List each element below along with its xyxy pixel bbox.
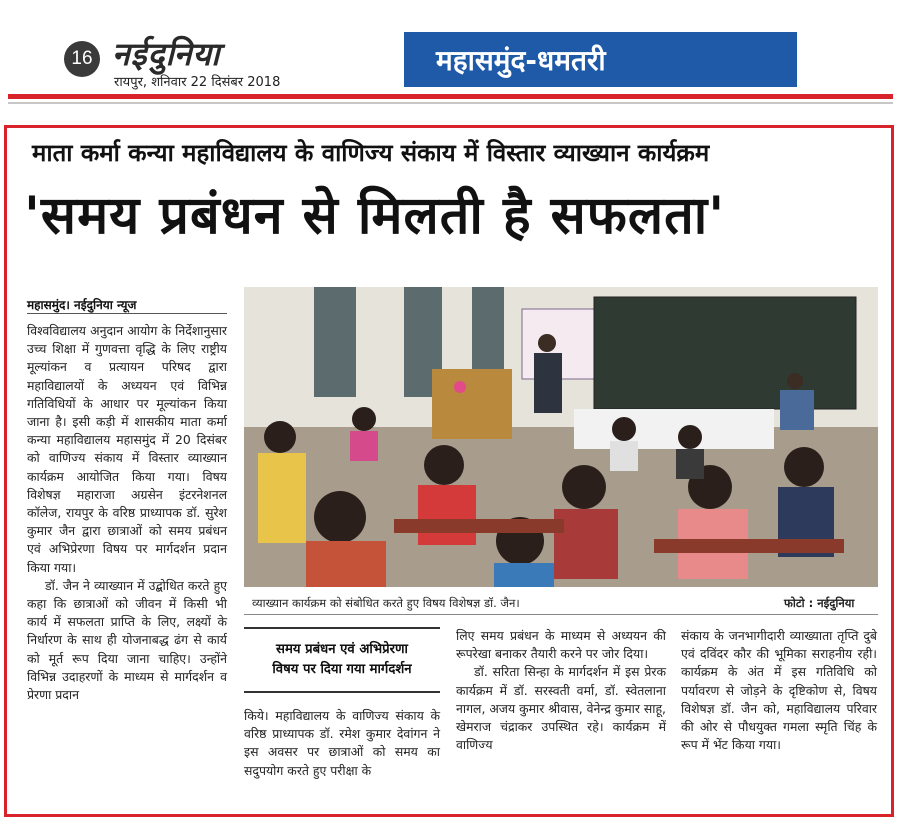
masthead-rule-thin (8, 102, 893, 104)
masthead (0, 0, 901, 100)
photo-caption: व्याख्यान कार्यक्रम को संबोधित करते हुए विषय विशेषज्ञ डॉ. जैन। (252, 596, 520, 610)
section-banner (404, 32, 797, 87)
photo-credit: फोटो : नईदुनिया (784, 596, 855, 610)
classroom-photo-illustration (244, 287, 878, 587)
dateline: रायपुर, शनिवार 22 दिसंबर 2018 (114, 75, 281, 90)
article-headline: 'समय प्रबंधन से मिलती है सफलता' (24, 186, 726, 246)
masthead-rule (8, 94, 893, 99)
byline-divider (27, 313, 227, 314)
article-kicker: माता कर्मा कन्या महाविद्यालय के वाणिज्य संकाय में विस्तार व्याख्यान कार्यक्रम (32, 139, 710, 167)
subheading-line: समय प्रबंधन एवं अभिप्रेरणा (276, 642, 408, 657)
article-column-1 (27, 322, 227, 704)
article-column-4 (681, 627, 877, 754)
paragraph: डॉ. सरिता सिन्हा के मार्गदर्शन में इस प्रेरक कार्यक्रम में डॉ. सरस्वती वर्मा, डॉ. स्वेतलाना नागल, अजय कुमार श्रीवास, वेनेन्द्र कुमार साहू, खेमराज चंद्राकर उपस्थित रहे। कार्यक्रम में वाणिज्य (456, 664, 666, 753)
byline: महासमुंद। नईदुनिया न्यूज (27, 298, 137, 312)
section-title: महासमुंद-धमतरी (436, 43, 606, 77)
paragraph: डॉ. जैन ने व्याख्यान में उद्बोधित करते हुए कहा कि छात्राओं को जीवन में किसी भी कार्य में सफलता प्राप्ति के लिए, लक्ष्यों के निर्धारण के साथ ही योजनाबद्ध ढंग से कार्य को मूर्त रूप दिया जाना चाहिए। उन्होंने विभिन्न उदाहरणों के माध्यम से मार्गदर्शन व प्रेरणा प्रदान (27, 577, 227, 703)
subheading-box (244, 627, 440, 693)
paragraph: संकाय के जनभागीदारी व्याख्याता तृप्ति दुबे एवं दविंदर कौर की भूमिका सराहनीय रही। कार्यक्रम के अंत में इस गतिविधि को पर्यावरण से जोड़ने के दृष्टिकोण से, विषय विशेषज्ञ डॉ. जैन को, महाविद्यालय परिवार की ओर से पौधयुक्त गमला स्मृति चिंह के रूप में भेंट किया गया। (681, 628, 877, 753)
newspaper-logo: नईदुनिया (112, 35, 221, 73)
article-photo (244, 287, 878, 587)
caption-divider (244, 614, 878, 615)
paragraph: विश्वविद्यालय अनुदान आयोग के निर्देशानुसार उच्च शिक्षा में गुणवत्ता वृद्धि के लिए राष्ट्रीय मूल्यांकन व प्रत्यायन परिषद द्वारा महाविद्यालयों के अध्ययन एवं विभिन्न गतिविधियों के आधार पर मूल्यांकन किया जाना है। इसी कड़ी में शासकीय माता कर्मा कन्या महाविद्यालय महासमुंद में 20 दिसंबर को वाणिज्य संकाय में विस्तार व्याख्यान कार्यक्रम आयोजित किया गया। विषय विशेषज्ञ महाराजा अग्रसेन इंटरनेशनल कॉलेज, रायपुर के वरिष्ठ प्राध्यापक डॉ. सुरेश कुमार जैन द्वारा छात्राओं को समय प्रबंधन एवं अभिप्रेरणा विषय पर मार्गदर्शन प्रदान किया गया। (27, 323, 227, 575)
paragraph: लिए समय प्रबंधन के माध्यम से अध्ययन की रूपरेखा बनाकर तैयारी करने पर जोर दिया। (456, 628, 666, 662)
page-number: 16 (64, 41, 100, 77)
subheading-line: विषय पर दिया गया मार्गदर्शन (272, 662, 412, 677)
paragraph: किये। महाविद्यालय के वाणिज्य संकाय के वरिष्ठ प्राध्यापक डॉ. रमेश कुमार देवांगन ने इस अवसर पर छात्राओं को समय का सदुपयोग करते हुए परीक्षा के (244, 708, 440, 778)
article-column-3 (456, 627, 666, 754)
article-column-2 (244, 707, 440, 780)
